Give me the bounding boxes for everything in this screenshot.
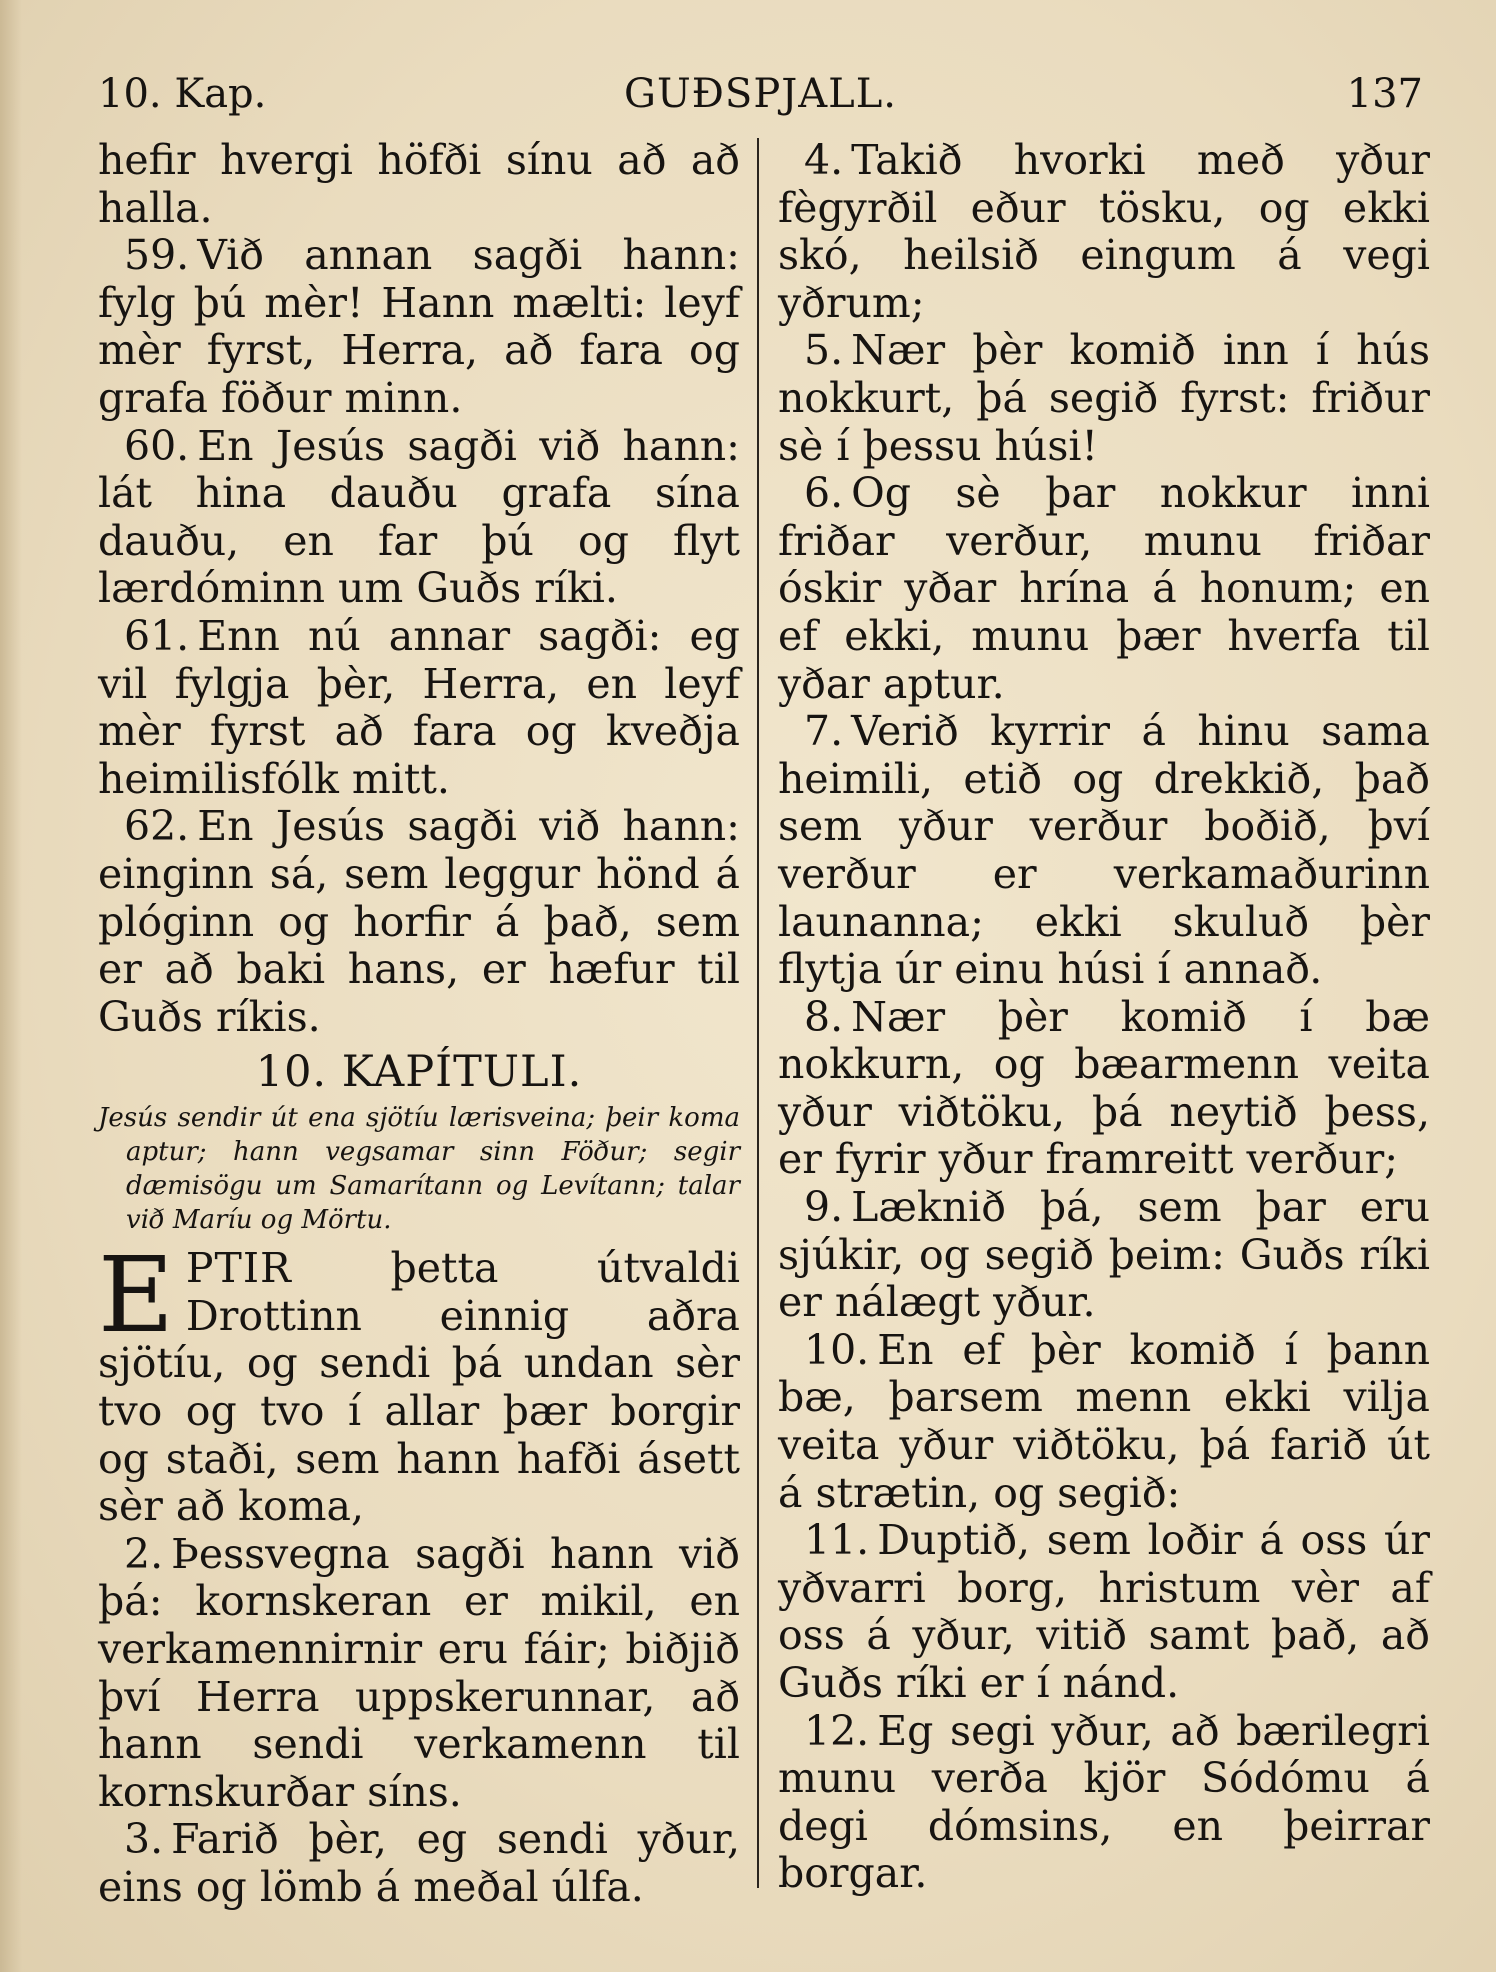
- verse-text: Farið þèr, eg sendi yður, eins og lömb á meðal úlfa.: [98, 1815, 740, 1911]
- verse-text: Nær þèr komið inn í hús nokkurt, þá segið fyrst: friður sè í þessu húsi!: [778, 326, 1430, 470]
- verse-number: 59.: [124, 231, 190, 280]
- verse-number: 4.: [804, 136, 844, 184]
- verse-text: En ef þèr komið í þann bæ, þarsem menn ekki vilja veita yður viðtöku, þá farið út á strætin, og segið:: [778, 1325, 1430, 1517]
- verse: [98, 1531, 740, 1817]
- verse-text: Verið kyrrir á hinu sama heimili, etið og drekkið, það sem yður verður boðið, því verður er verkamaðurinn launanna; ekki skuluð þèr flytja úr einu húsi í annað.: [778, 707, 1430, 994]
- verse: [98, 803, 740, 1041]
- verse: [778, 1708, 1430, 1898]
- verse: [778, 327, 1430, 470]
- opening-verse: [98, 1234, 740, 1531]
- verse-text: Eg segi yður, að bærilegri munu verða kjör Sódómu á degi dómsins, en þeirrar borgar.: [778, 1706, 1430, 1898]
- verse-number: 8.: [804, 992, 844, 1041]
- verse-number: 11.: [804, 1516, 870, 1565]
- verse-text: Læknið þá, sem þar eru sjúkir, og segið þeim: Guðs ríki er nálægt yður.: [778, 1183, 1430, 1327]
- verse-number: 6.: [804, 469, 844, 518]
- verse: [98, 613, 740, 803]
- chapter-summary: Jesús sendir út ena sjötíu lærisveina; þeir koma aptur; hann vegsamar sinn Föður; segir dæmisögu um Samarítann og Levítann; talar við Maríu og Mörtu.: [98, 1103, 740, 1236]
- left-column: [98, 137, 740, 1912]
- verse-text: Takið hvorki með yður fègyrðil eður tösku, og ekki skó, heilsið eingum á vegi yðrum;: [778, 136, 1430, 327]
- verse: [778, 1517, 1430, 1707]
- verse: [98, 1816, 740, 1911]
- verse-text: Nær þèr komið í bæ nokkurn, og bæarmenn veita yður viðtöku, þá neytið þess, er fyrir yður framreitt verður;: [778, 992, 1430, 1184]
- verse-text: Þessvegna sagði hann við þá: kornskeran er mikil, en verkamennirnir eru fáir; biðjið því Herra uppskerunnar, að hann sendi verkamenn til kornskurðar síns.: [98, 1529, 740, 1816]
- verse-text: En Jesús sagði við hann: einginn sá, sem leggur hönd á plóginn og horfir á það, sem er að baki hans, er hæfur til Guðs ríkis.: [98, 802, 740, 1041]
- opening-caps: PTIR: [185, 1244, 292, 1293]
- running-header: [98, 64, 1423, 124]
- verse-text: En Jesús sagði við hann: lát hina dauðu grafa sína dauðu, en far þú og flyt lærdóminn um Guðs ríki.: [98, 421, 740, 613]
- column-divider: [757, 138, 759, 1888]
- page-binding-shadow: [0, 0, 22, 1972]
- verse-text: Við annan sagði hann: fylg þú mèr! Hann mælti: leyf mèr fyrst, Herra, að fara og grafa föður minn.: [98, 231, 740, 422]
- verse: [778, 1327, 1430, 1517]
- verse-number: 7.: [804, 707, 844, 756]
- verse-number: 10.: [804, 1325, 870, 1374]
- verse: hefir hvergi höfði sínu að að halla.: [98, 136, 740, 232]
- verse: [98, 232, 740, 422]
- verse: [778, 137, 1430, 327]
- verse-text: þetta útvaldi Drottinn einnig aðra sjötíu, og sendi þá undan sèr tvo og tvo í allar þær borgir og staði, sem hann hafði ásett sèr að koma,: [98, 1244, 740, 1531]
- chapter-reference: 10. Kap.: [98, 71, 267, 117]
- verse: [778, 708, 1430, 994]
- verse-number: 5.: [804, 326, 844, 375]
- verse-text: Og sè þar nokkur inni friðar verður, munu friðar óskir yðar hrína á honum; en ef ekki, munu þær hverfa til yðar aptur.: [778, 469, 1430, 708]
- page-number: 137: [1346, 71, 1423, 117]
- verse-number: 3.: [124, 1815, 164, 1864]
- verse: [778, 994, 1430, 1184]
- verse-text: Duptið, sem loðir á oss úr yðvarri borg, hristum vèr af oss á yður, vitið samt það, að Guðs ríki er í nánd.: [778, 1516, 1430, 1707]
- verse-number: 2.: [124, 1529, 164, 1578]
- verse: [98, 423, 740, 613]
- right-column: [778, 137, 1430, 1898]
- verse-text: Enn nú annar sagði: eg vil fylgja þèr, Herra, en leyf mèr fyrst að fara og kveðja heimilisfólk mitt.: [98, 611, 740, 803]
- verse-number: 9.: [804, 1183, 844, 1232]
- chapter-heading: 10. KAPÍTULI.: [255, 1047, 583, 1098]
- verse-number: 61.: [124, 611, 190, 660]
- verse: [778, 470, 1430, 708]
- verse-number: 62.: [124, 802, 190, 851]
- drop-cap: E: [98, 1234, 174, 1357]
- verse-number: 60.: [124, 421, 190, 470]
- verse: [778, 1184, 1430, 1327]
- book-title: GUÐSPJALL.: [623, 71, 898, 117]
- verse-number: 12.: [804, 1706, 870, 1755]
